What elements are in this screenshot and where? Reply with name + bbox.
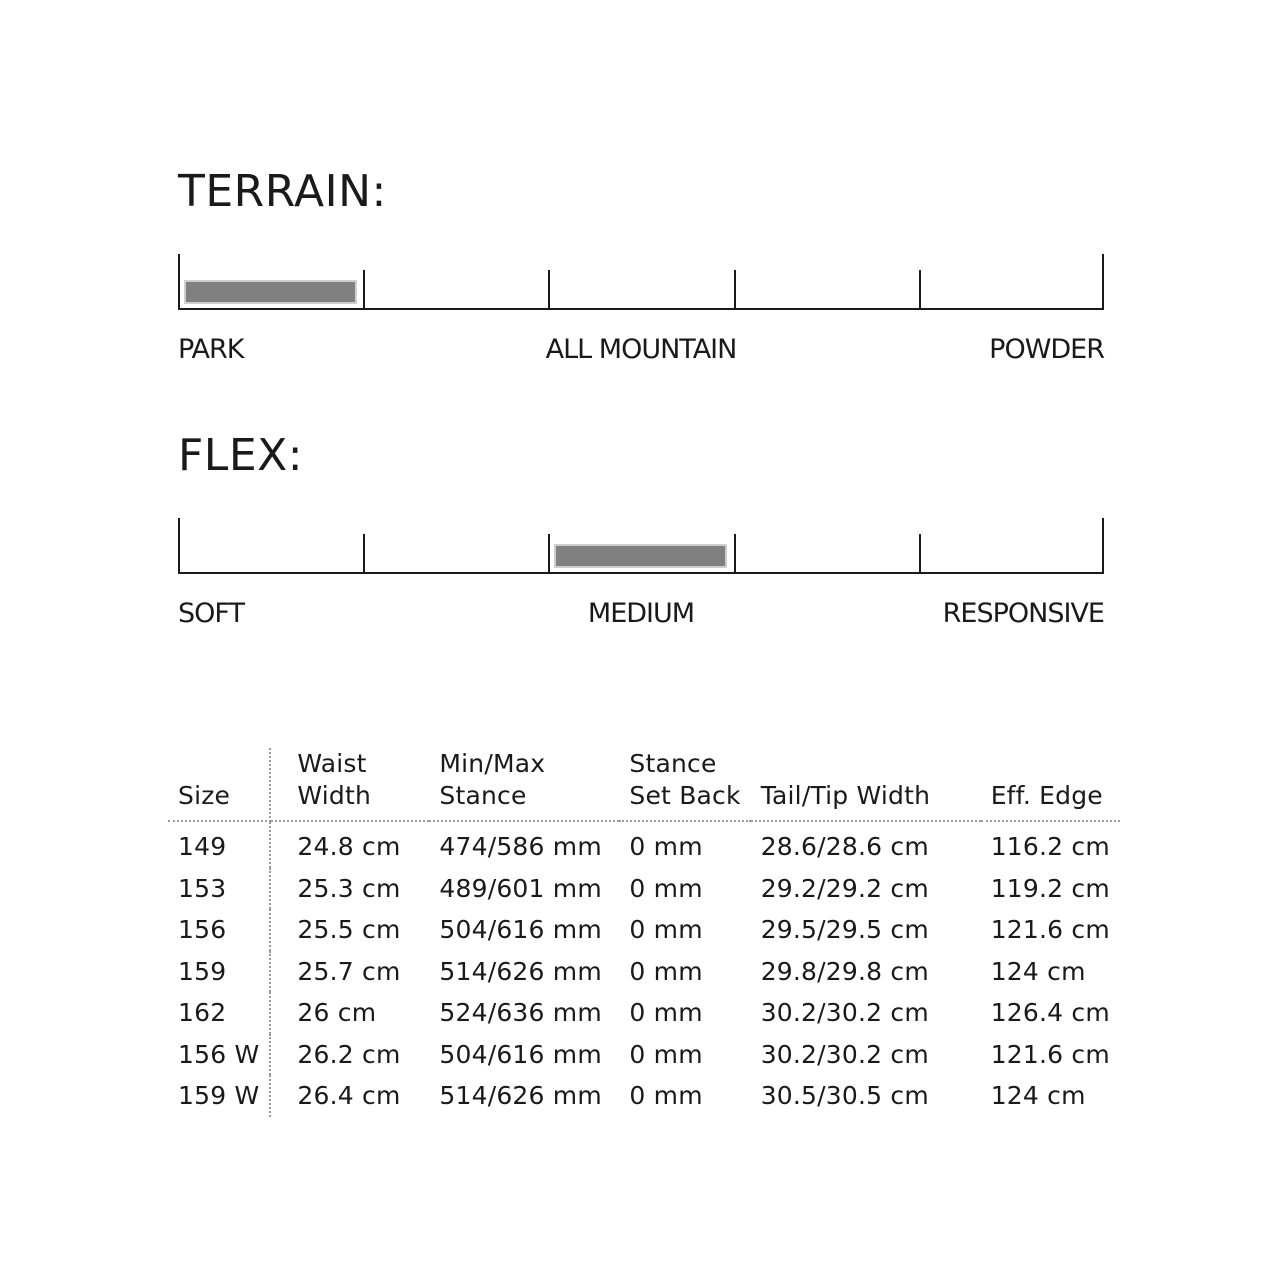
header-waist-width: Waist Width (270, 748, 429, 821)
table-row (168, 868, 1120, 910)
header-min-max-stance: Min/Max Stance (429, 748, 619, 821)
cell-min-max-stance: 504/616 mm (439, 1039, 602, 1069)
cell-eff-edge: 116.2 cm (990, 832, 1110, 862)
cell-stance-set-back: 0 mm (629, 873, 703, 903)
cell-waist-width: 25.3 cm (297, 873, 401, 903)
header-size: Size (168, 748, 270, 821)
cell-min-max-stance: 524/636 mm (439, 998, 602, 1028)
table-row (168, 1075, 1120, 1117)
cell-size: 159 W (168, 1075, 270, 1117)
cell-min-max-stance: 504/616 mm (439, 915, 602, 945)
terrain-scale-tick (734, 270, 736, 310)
cell-eff-edge: 119.2 cm (990, 873, 1110, 903)
cell-tail-tip-width: 29.2/29.2 cm (760, 873, 929, 903)
flex-scale-tick (734, 534, 736, 574)
cell-stance-set-back: 0 mm (629, 915, 703, 945)
cell-stance-set-back: 0 mm (629, 956, 703, 986)
cell-tail-tip-width: 30.2/30.2 cm (760, 998, 929, 1028)
terrain-level-indicator (184, 280, 357, 304)
terrain-scale-tick (363, 270, 365, 310)
flex-scale-labels (178, 598, 1104, 632)
cell-min-max-stance: 514/626 mm (439, 956, 602, 986)
terrain-scale-tick (919, 270, 921, 310)
cell-eff-edge: 124 cm (990, 956, 1086, 986)
terrain-label-all-mountain: ALL MOUNTAIN (545, 334, 737, 365)
terrain-scale-tick (178, 254, 180, 310)
cell-waist-width: 25.7 cm (297, 956, 401, 986)
cell-size: 156 (168, 909, 270, 951)
flex-label-responsive: RESPONSIVE (942, 598, 1104, 629)
flex-scale-tick (178, 518, 180, 574)
cell-stance-set-back: 0 mm (629, 1039, 703, 1069)
header-eff-edge: Eff. Edge (981, 748, 1120, 821)
flex-label-medium: MEDIUM (587, 598, 695, 629)
cell-min-max-stance: 514/626 mm (439, 1081, 602, 1111)
cell-tail-tip-width: 29.8/29.8 cm (760, 956, 929, 986)
flex-scale-tick (1102, 518, 1104, 574)
cell-stance-set-back: 0 mm (629, 832, 703, 862)
cell-size: 149 (168, 821, 270, 868)
table-row (168, 909, 1120, 951)
cell-eff-edge: 121.6 cm (990, 1039, 1110, 1069)
cell-min-max-stance: 489/601 mm (439, 873, 602, 903)
flex-title: FLEX: (178, 430, 304, 481)
cell-waist-width: 26.4 cm (297, 1081, 401, 1111)
cell-min-max-stance: 474/586 mm (439, 832, 602, 862)
cell-waist-width: 25.5 cm (297, 915, 401, 945)
flex-label-soft: SOFT (178, 598, 244, 629)
cell-stance-set-back: 0 mm (629, 998, 703, 1028)
cell-eff-edge: 124 cm (990, 1081, 1086, 1111)
specs-table-body (168, 821, 1120, 1117)
cell-waist-width: 26.2 cm (297, 1039, 401, 1069)
terrain-scale-labels (178, 334, 1104, 368)
cell-tail-tip-width: 30.5/30.5 cm (760, 1081, 929, 1111)
flex-scale-baseline (178, 572, 1104, 574)
cell-eff-edge: 121.6 cm (990, 915, 1110, 945)
table-row (168, 951, 1120, 993)
table-row (168, 992, 1120, 1034)
flex-level-indicator (554, 544, 727, 568)
cell-eff-edge: 126.4 cm (990, 998, 1110, 1028)
cell-tail-tip-width: 29.5/29.5 cm (760, 915, 929, 945)
terrain-label-powder: POWDER (989, 334, 1104, 365)
header-tail-tip-width: Tail/Tip Width (751, 748, 981, 821)
cell-size: 159 (168, 951, 270, 993)
terrain-scale (178, 254, 1104, 310)
terrain-label-park: PARK (178, 334, 244, 365)
cell-size: 156 W (168, 1034, 270, 1076)
cell-size: 153 (168, 868, 270, 910)
flex-scale (178, 518, 1104, 574)
flex-scale-tick (548, 534, 550, 574)
specs-table (168, 748, 1120, 1117)
cell-size: 162 (168, 992, 270, 1034)
flex-scale-tick (363, 534, 365, 574)
specs-header-row (168, 748, 1120, 821)
cell-tail-tip-width: 30.2/30.2 cm (760, 1039, 929, 1069)
table-row (168, 1034, 1120, 1076)
header-stance-set-back: Stance Set Back (619, 748, 750, 821)
cell-tail-tip-width: 28.6/28.6 cm (760, 832, 929, 862)
cell-waist-width: 26 cm (297, 998, 377, 1028)
terrain-scale-tick (1102, 254, 1104, 310)
flex-scale-tick (919, 534, 921, 574)
cell-waist-width: 24.8 cm (297, 832, 401, 862)
terrain-title: TERRAIN: (178, 166, 387, 217)
cell-stance-set-back: 0 mm (629, 1081, 703, 1111)
terrain-scale-baseline (178, 308, 1104, 310)
table-row (168, 821, 1120, 868)
terrain-scale-tick (548, 270, 550, 310)
